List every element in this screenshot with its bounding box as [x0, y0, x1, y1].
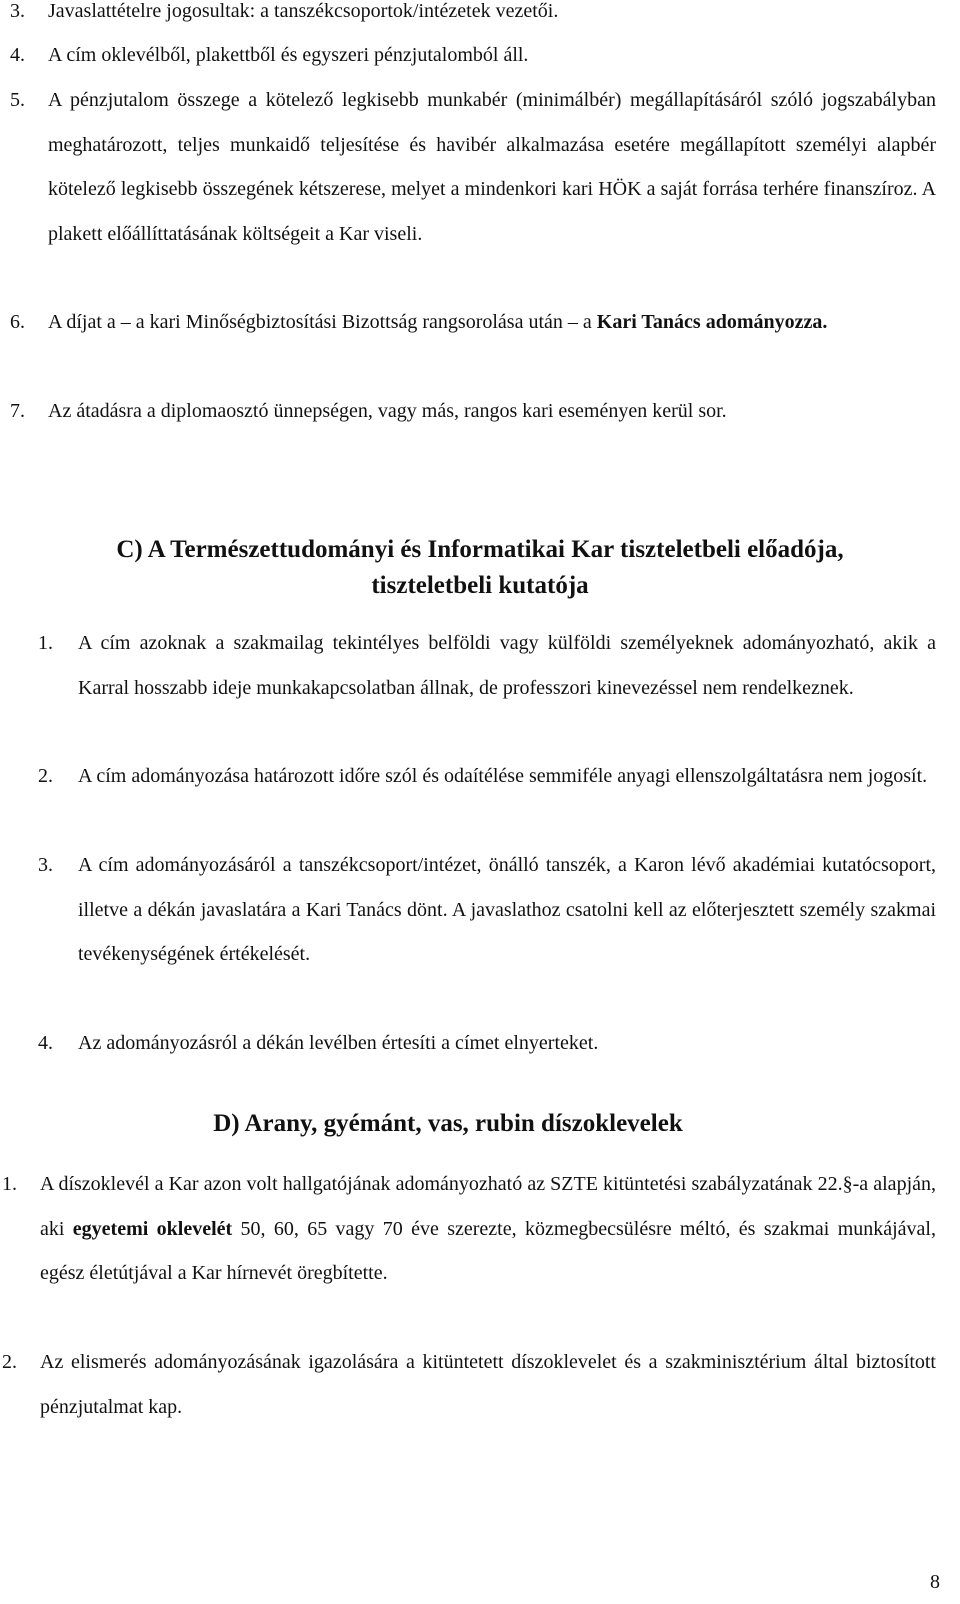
list-item: [38, 843, 936, 977]
item-text-part: A díszoklevél a Kar azon volt hallgatójának adományozható az SZTE kitüntetési szabályzatának 22.§-a alapján, aki: [40, 1173, 936, 1240]
item-text: Javaslattételre jogosultak: a tanszékcsoportok/intézetek vezetői.: [48, 0, 559, 22]
list-item: [2, 1340, 936, 1429]
list-item: [10, 300, 936, 345]
item-number: 1.: [38, 632, 53, 654]
item-text: [10, 78, 936, 256]
item-text: Az adományozásról a dékán levélben értesíti a címet elnyerteket.: [78, 1032, 599, 1054]
list-item: [10, 78, 936, 256]
item-text-part: A plakett előállíttatásának költségeit a Kar viseli.: [48, 178, 937, 245]
heading-line: tiszteletbeli kutatója: [371, 572, 589, 599]
item-number: 2.: [38, 765, 53, 787]
list-item: [10, 389, 936, 434]
item-number: 2.: [2, 1351, 17, 1373]
list-item: [38, 754, 936, 799]
item-text: Az elismerés adományozásának igazolására a kitüntetett díszoklevelet és a szakminisztérium által biztosított pénzjutalmat kap.: [40, 1351, 936, 1418]
item-number: 5.: [10, 89, 25, 111]
item-text: A cím oklevélből, plakettből és egyszeri pénzjutalomból áll.: [48, 44, 529, 66]
list-item: [10, 33, 936, 78]
item-text: A cím adományozása határozott időre szól és odaítélése semmiféle anyagi ellenszolgáltatásra nem jogosít.: [78, 765, 928, 787]
item-text: [2, 1162, 936, 1296]
item-text-bold: Kari Tanács adományozza.: [596, 311, 828, 333]
list-item: [10, 0, 936, 34]
item-text-main: [48, 78, 936, 256]
item-text-bold: egyetemi oklevelét: [72, 1217, 233, 1240]
list-item: [38, 1021, 936, 1066]
item-number: 3.: [38, 854, 53, 876]
heading-line: D) Arany, gyémánt, vas, rubin díszoklevelek: [213, 1110, 683, 1137]
item-text: A cím adományozásáról a tanszékcsoport/intézet, önálló tanszék, a Karon lévő akadémiai kutatócsoport, illetve a dékán javaslatára a Kari Tanács dönt. A javaslathoz csatolni kell az előterjesztett személy szakmai tevékenységének értékelését.: [78, 854, 936, 966]
item-number: 1.: [2, 1173, 17, 1195]
item-text: A cím azoknak a szakmailag tekintélyes belföldi vagy külföldi személyeknek adományozható, akik a Karral hosszabb ideje munkakapcsolatban állnak, de professzori kinevezéssel nem rendelkeznek.: [78, 632, 936, 699]
item-number: 4.: [38, 1032, 53, 1054]
item-number: 6.: [10, 311, 25, 333]
list-item: [2, 1162, 936, 1296]
item-text-part: 50, 60, 65 vagy 70 éve szerezte, közmegbecsülésre méltó, és szakmai munkájával, egész életútjával a Kar hírnevét öregbítette.: [40, 1217, 936, 1285]
heading-line: C) A Természettudományi és Informatikai Kar tiszteletbeli előadója,: [116, 536, 844, 563]
section-heading: [0, 532, 960, 604]
list-item: [38, 621, 936, 710]
page-number: 8: [930, 1571, 940, 1593]
item-text: Az átadásra a diplomaosztó ünnepségen, vagy más, rangos kari eseményen kerül sor.: [48, 400, 727, 422]
item-number: 4.: [10, 44, 25, 66]
section-heading: [0, 1106, 896, 1142]
item-text-part: A pénzjutalom összege a kötelező legkisebb munkabér (minimálbér) megállapításáról szóló jogszabályban meghatározott, teljes munkaidő teljesítése és havibér alkalmazása esetére megállapított személyi alapbér kötelező legkisebb összegének kétszerese, melyet a mindenkori kari HÖK a saját forrása terhére finanszíroz.: [48, 89, 936, 201]
item-number: 3.: [10, 0, 25, 22]
item-text-part: A díjat a – a kari Minőségbiztosítási Bizottság rangsorolása után – a: [48, 311, 597, 333]
item-number: 7.: [10, 400, 25, 422]
item-text: [10, 300, 936, 345]
